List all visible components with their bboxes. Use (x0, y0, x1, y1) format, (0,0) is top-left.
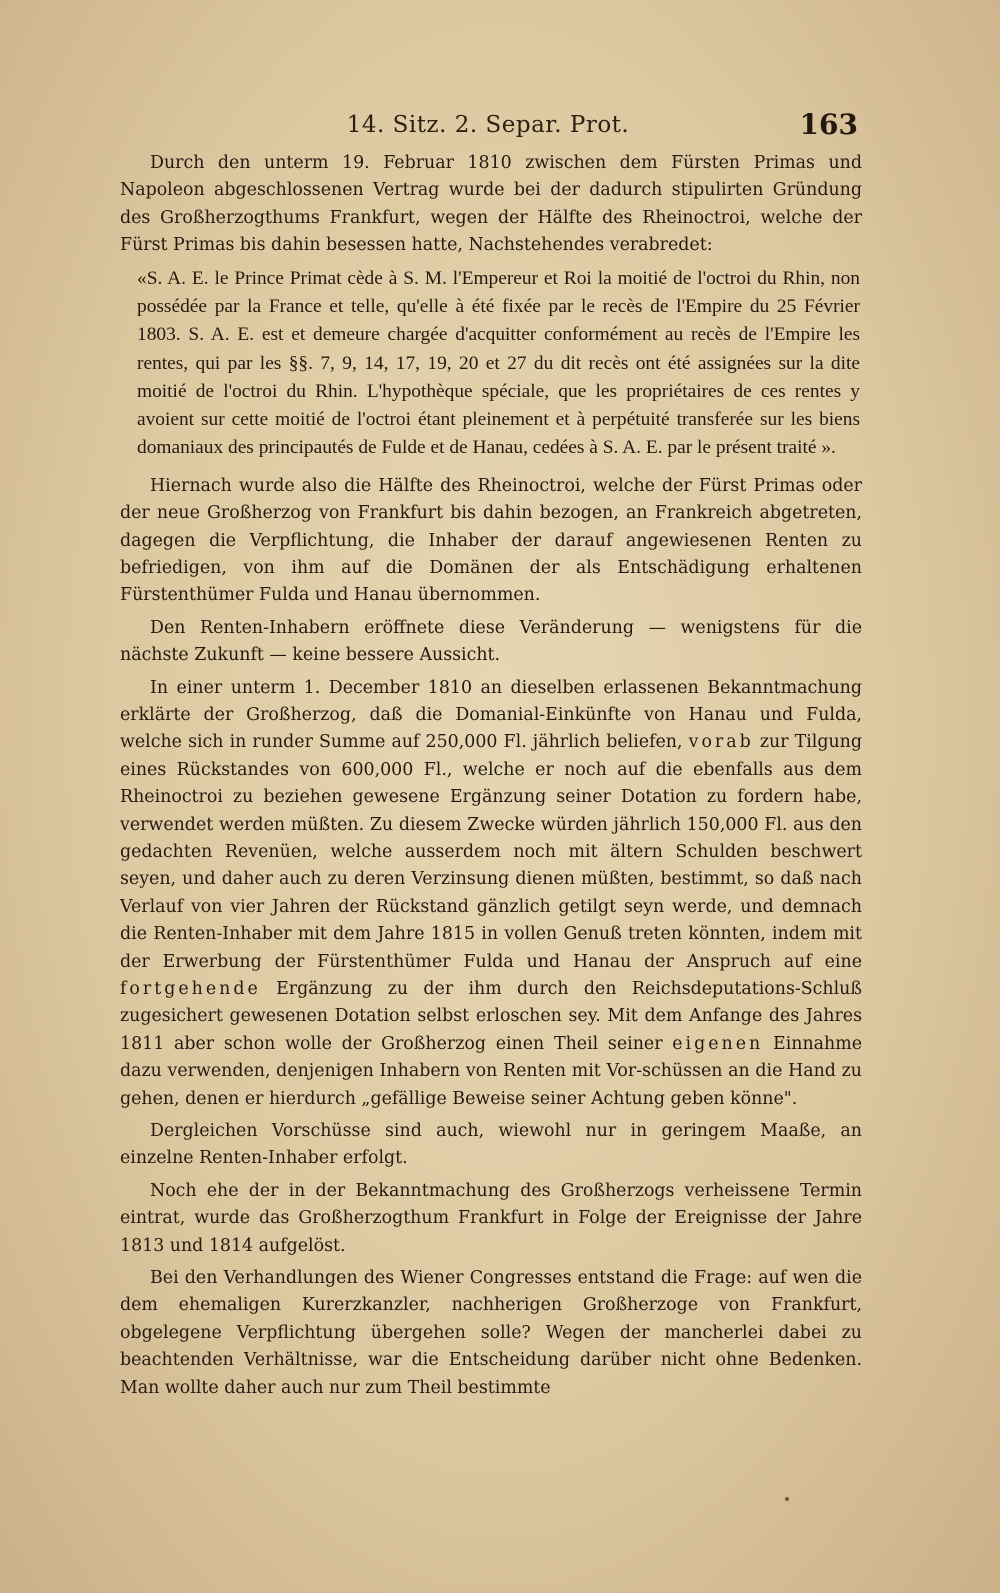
emphasis-vorab: vorab (688, 732, 754, 753)
paragraph-treaty-intro: Durch den unterm 19. Februar 1810 zwischen dem Fürsten Primas und Napoleon abgeschlossenen Vertrag wurde bei der dadurch stipulirten Gründung des Großherzogthums Frankfurt, wegen der Hälfte des Rheinoctroi, welche der Fürst Primas bis dahin besessen hatte, Nachstehendes verabredet: (120, 153, 862, 256)
french-treaty-quote: «S. A. E. le Prince Primat cède à S. M. l'Empereur et Roi la moitié de l'octroi du Rhin, non possédée par la France et telle, qu'elle à été fixée par le recès de l'Empire du 25 Février 1803. S. A. E. est et demeure chargée d'acquitter conformément au recès de l'Empire les rentes, qui par les §§. 7, 9, 14, 17, 19, 20 et 27 du dit recès ont été assignées sur la dite moitié de l'octroi du Rhin. L'hypothèque spéciale, que les propriétaires de ces rentes y avoient sur cette moitié de l'octroi étant pleinement et à perpétuité transferée sur les biens domaniaux des principautés de Fulde et de Hanau, cedées à S. A. E. par le présent traité ». (137, 267, 860, 459)
announcement-text-1: In einer unterm 1. December 1810 an dieselben erlassenen Bekanntmachung erklärte der Großherzog, daß die Domanial-Einkünfte von Hanau und Fulda, welche sich in runder Summe auf 250,000 Fl. jährlich beliefen, (120, 677, 862, 753)
paragraph-dissolution: Noch ehe der in der Bekanntmachung des Großherzogs verheissene Termin eintrat, wurde das Großherzogthum Frankfurt in Folge der Ereignisse der Jahre 1813 und 1814 aufgelöst. (120, 1180, 862, 1256)
emphasis-fortgehende: fortgehende (120, 979, 261, 1000)
announcement-text-4: Einnahme dazu verwenden, denjenigen Inhabern von Renten mit Vor-schüssen an die Hand zu gehen, denen er hierdurch „gefällige Beweise seiner Achtung geben könne". (120, 1033, 863, 1109)
emphasis-eigenen: eigenen (672, 1033, 764, 1054)
body-text (120, 150, 862, 1407)
page-number: 163 (799, 108, 858, 141)
paper-speck (785, 1497, 789, 1501)
paragraph-outlook: Den Renten-Inhabern eröffnete diese Veränderung — wenigstens für die nächste Zukunft — keine bessere Aussicht. (120, 617, 862, 666)
paragraph-advances: Dergleichen Vorschüsse sind auch, wiewohl nur in geringem Maaße, an einzelne Renten-Inhaber erfolgt. (120, 1121, 862, 1169)
running-head: 14. Sitz. 2. Separ. Prot. (346, 112, 630, 138)
announcement-text-3: Ergänzung zu der ihm durch den Reichsdeputations-Schluß zugesichert gewesenen Dotation selbst erloschen sey. Mit dem Anfange des Jahres 1811 aber schon wolle der Großherzog einen Theil seiner (120, 979, 862, 1054)
announcement-text-2: zur Tilgung eines Rückstandes von 600,000 Fl., welche er noch auf die ebenfalls aus dem Rheinoctroi zu beziehen gewesene Ergänzung seiner Dotation zu fordern habe, verwendet werden müßten. Zu diesem Zwecke würden jährlich 150,000 Fl. aus den gedachten Revenüen, welche ausserdem noch mit ältern Schulden beschwert seyen, und daher auch zu deren Verzinsung dienen müßten, bestimmt, so daß nach Verlauf von vier Jahren der Rückstand gänzlich getilgt seyn werde, und demnach die Renten-Inhaber mit dem Jahre 1815 in vollen Genuß treten könnten, indem mit der Erwerbung der Fürstenthümer Fulda und Hanau der Anspruch auf eine (120, 732, 863, 972)
page-header (118, 108, 858, 148)
paragraph-congress: Bei den Verhandlungen des Wiener Congresses entstand die Frage: auf wen die dem ehemaligen Kurerzkanzler, nachherigen Großherzoge von Frankfurt, obgelegene Verpflichtung übergehen solle? Wegen der mancherlei dabei zu beachtenden Verhältnisse, war die Entscheidung darüber nicht ohne Bedenken. Man wollte daher auch nur zum Theil bestimmte (120, 1268, 862, 1398)
paragraph-announcement (120, 675, 862, 1114)
paragraph-consequence: Hiernach wurde also die Hälfte des Rheinoctroi, welche der Fürst Primas oder der neue Großherzog von Frankfurt bis dahin bezogen, an Frankreich abgetreten, dagegen die Verpflichtung, die Inhaber der darauf angewiesenen Renten zu befriedigen, von ihm auf die Domänen der als Entschädigung erhaltenen Fürstenthümer Fulda und Hanau übernommen. (120, 475, 862, 606)
